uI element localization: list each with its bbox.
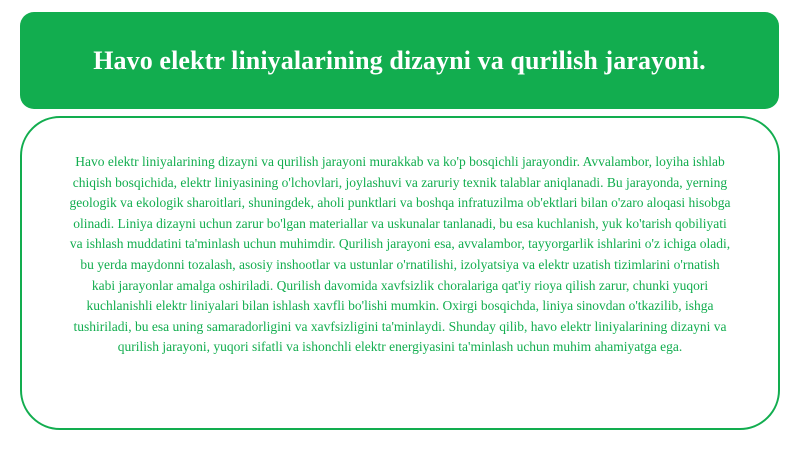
title-banner bbox=[20, 12, 779, 109]
content-box bbox=[20, 116, 780, 430]
body-paragraph: Havo elektr liniyalarining dizayni va qurilish jarayoni murakkab va ko'p bosqichli jarayondir. Avvalambor, loyiha ishlab chiqish bosqichida, elektr liniyasining o'lchovlari, joylashuvi va zaruriy texnik talablar aniqlanadi. Bu jarayonda, yerning geologik va ekologik sharoitlari, shuningdek, aholi punktlari va boshqa infratuzilma ob'ektlari bilan o'zaro aloqasi hisobga olinadi. Liniya dizayni uchun zarur bo'lgan materiallar va uskunalar tanlanadi, bu esa kuchlanish, yuk ko'tarish qobiliyati va ishlash muddatini ta'minlash uchun muhimdir. Qurilish jarayoni esa, avvalambor, tayyorgarlik ishlarini o'z ichiga oladi, bu yerda maydonni tozalash, asosiy inshootlar va ustunlar o'rnatilishi, izolyatsiya va elektr uzatish tizimlarini o'rnatish kabi jarayonlar amalga oshiriladi. Qurilish davomida xavfsizlik choralariga qat'iy rioya qilish zarur, chunki yuqori kuchlanishli elektr liniyalari bilan ishlash xavfli bo'lishi mumkin. Oxirgi bosqichda, liniya sinovdan o'tkazilib, ishga tushiriladi, bu esa uning samaradorligini va xavfsizligini ta'minlaydi. Shunday qilib, havo elektr liniyalarining dizayni va qurilish jarayoni, yuqori sifatli va ishonchli elektr energiyasini ta'minlash uchun muhim ahamiyatga ega. bbox=[69, 154, 731, 355]
slide-title: Havo elektr liniyalarining dizayni va qurilish jarayoni. bbox=[93, 45, 706, 75]
